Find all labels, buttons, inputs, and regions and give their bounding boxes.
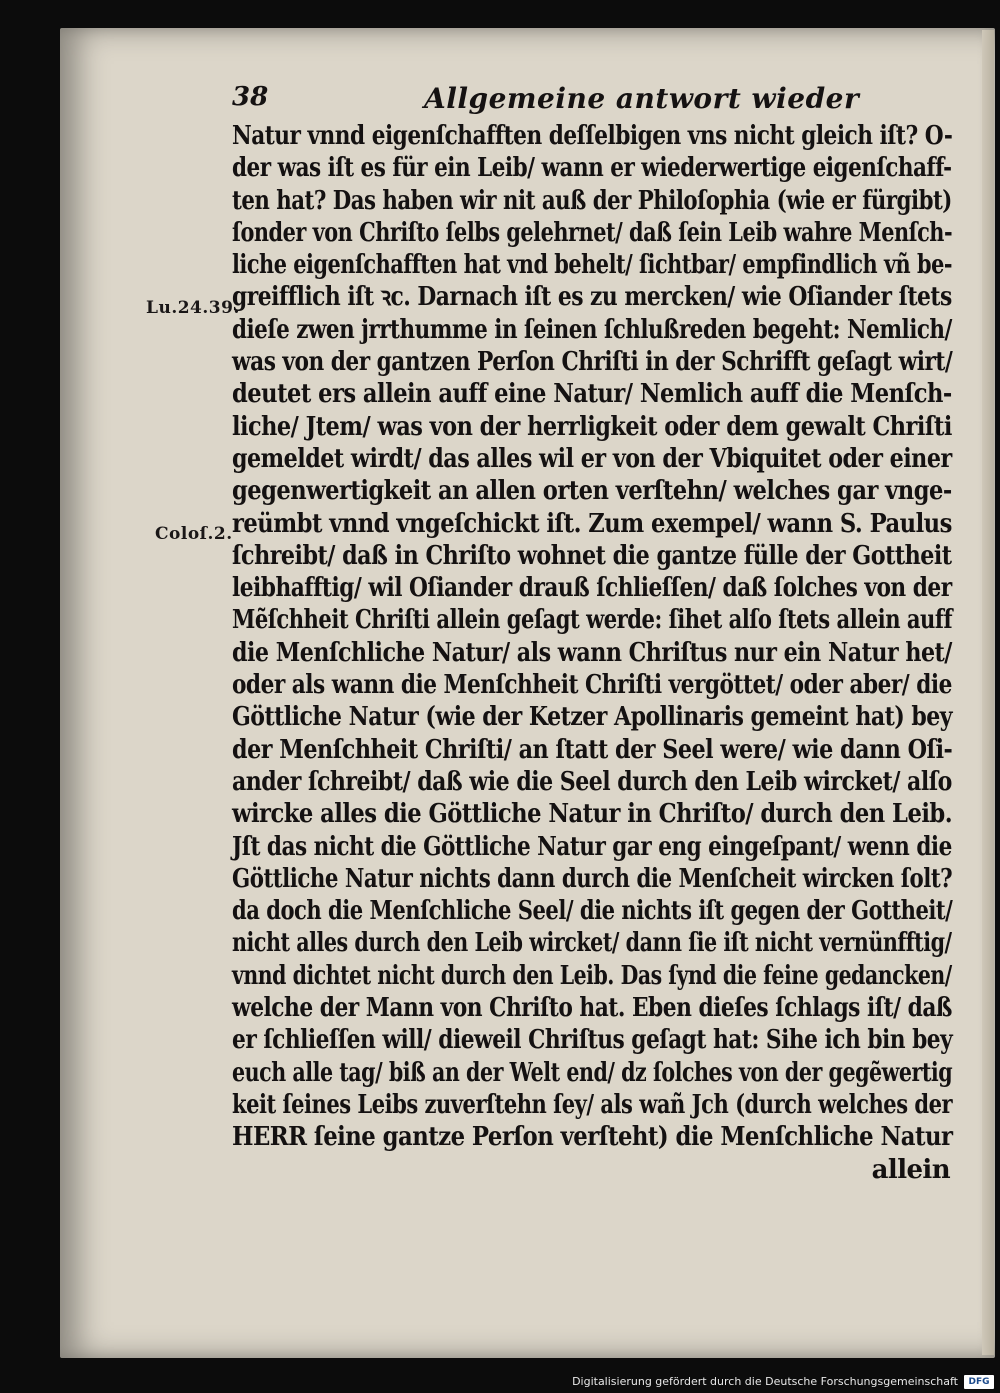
margin-note-colossians: Coloſ.2. [155, 524, 233, 544]
text-line: leibhafftig/ wil Oſiander drauß ſchlieſſen/ daß ſolches von der [232, 573, 952, 604]
margin-note-luke: Lu.24.39. [146, 298, 240, 318]
text-line: er ſchlieſſen will/ dieweil Chriſtus geſagt hat: Sihe ich bin bey [232, 1025, 953, 1056]
text-line: liche eigenſchafften hat vnd behelt/ ſichtbar/ empfindlich vñ be- [232, 250, 952, 281]
text-line: HERR ſeine gantze Perſon verſteht) die Menſchliche Natur [232, 1122, 953, 1153]
running-head-title: Allgemeine antwort wieder [424, 82, 860, 115]
footer-bar [0, 1372, 1000, 1393]
text-line: was von der gantzen Perſon Chriſti in der Schrifft geſagt wirt/ [232, 347, 953, 378]
text-line: der Menſchheit Chriſti/ an ſtatt der Seel were/ wie dann Oſi- [232, 734, 953, 765]
dfg-logo: DFG [964, 1375, 994, 1389]
text-line: keit ſeines Leibs zuverſtehn ſey/ als wañ Jch (durch welches der [232, 1089, 953, 1120]
text-line: gemeldet wirdt/ das alles wil er von der Vbiquitet oder einer [232, 443, 952, 474]
text-line: ander ſchreibt/ daß wie die Seel durch den Leib wircket/ alſo [232, 766, 952, 797]
text-line: euch alle tag/ biß an der Welt end/ dz ſolches von der gegẽwertig [232, 1057, 953, 1088]
text-line: welche der Mann von Chriſto hat. Eben dieſes ſchlags iſt/ daß [232, 993, 952, 1024]
text-line: da doch die Menſchliche Seel/ die nichts iſt gegen der Gottheit/ [232, 896, 953, 927]
text-line: ſchreibt/ daß in Chriſto wohnet die gantze fülle der Gottheit [232, 540, 952, 571]
page-number: 38 [232, 82, 269, 112]
text-line: die Menſchliche Natur/ als wann Chriſtus nur ein Natur het/ [232, 637, 952, 668]
text-line: deutet ers allein auff eine Natur/ Nemlich auff die Menſch- [232, 379, 952, 410]
running-head [232, 82, 952, 122]
body-text [232, 120, 960, 1186]
text-line: vnnd dichtet nicht durch den Leib. Das ſynd die feine gedancken/ [232, 960, 952, 991]
text-line: wircke alles die Göttliche Natur in Chriſto/ durch den Leib. [232, 799, 953, 830]
page-edge [982, 30, 994, 1355]
text-line: ſonder von Chriſto ſelbs gelehrnet/ daß ſein Leib wahre Menſch- [232, 217, 953, 248]
text-line: der was iſt es für ein Leib/ wann er wiederwertige eigenſchaff- [232, 153, 952, 184]
text-line: Mẽſchheit Chriſti allein geſagt werde: ſihet alſo ſtets allein auff [232, 605, 953, 636]
text-line: reümbt vnnd vngeſchickt iſt. Zum exempel/ wann S. Paulus [232, 508, 952, 539]
text-line: oder als wann die Menſchheit Chriſti vergöttet/ oder aber/ die [232, 670, 952, 701]
text-line: greifflich iſt ꝛc. Darnach iſt es zu mercken/ wie Oſiander ſtets [232, 282, 952, 313]
text-line: allein [871, 1154, 950, 1185]
text-line: dieſe zwen jrrthumme in ſeinen ſchlußreden begeht: Nemlich/ [232, 314, 952, 345]
text-line: liche/ Jtem/ was von der herrligkeit oder dem gewalt Chriſti [232, 411, 952, 442]
text-line: Jſt das nicht die Göttliche Natur gar eng eingeſpant/ wenn die [232, 831, 952, 862]
text-line: nicht alles durch den Leib wircket/ dann ſie iſt nicht vernünfftig/ [232, 928, 952, 959]
text-line: Göttliche Natur nichts dann durch die Menſcheit wircken ſolt? [232, 863, 953, 894]
text-line: gegenwertigkeit an allen orten verſtehn/ welches gar vnge- [232, 476, 952, 507]
text-line: ten hat? Das haben wir nit auß der Philoſophia (wie er fürgibt) [232, 185, 952, 216]
text-line: Natur vnnd eigenſchafften deſſelbigen vns nicht gleich iſt? O- [232, 121, 953, 151]
funding-notice: Digitalisierung gefördert durch die Deutsche Forschungsgemeinschaft [572, 1375, 958, 1388]
text-line: Göttliche Natur (wie der Ketzer Apollinaris gemeint hat) bey [232, 702, 953, 733]
